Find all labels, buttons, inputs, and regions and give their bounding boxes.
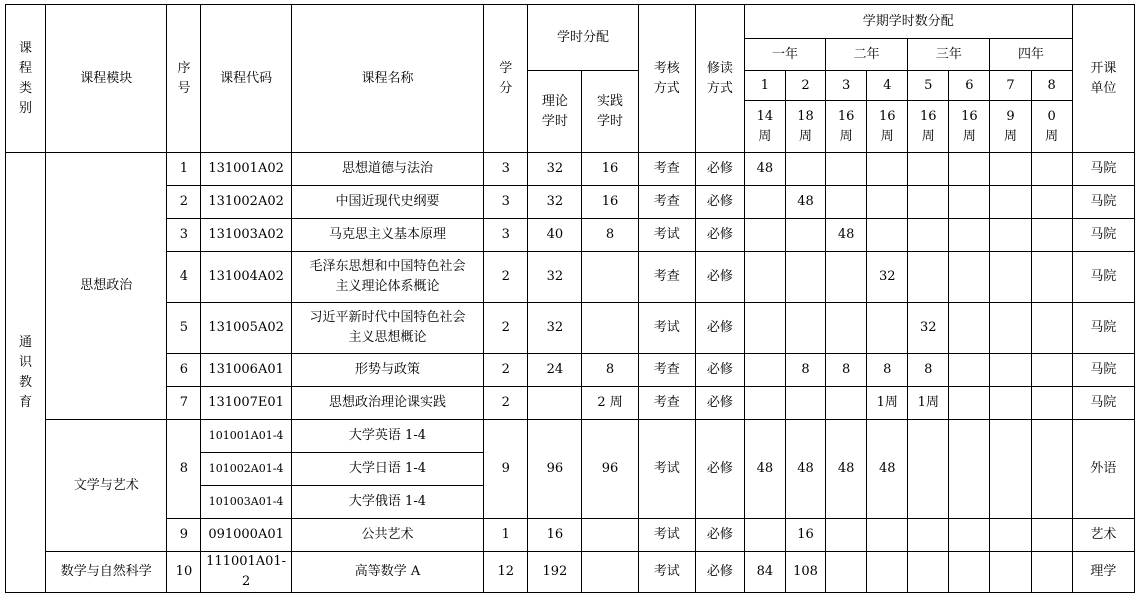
course-theory: 32 — [528, 186, 582, 219]
semester-hours — [785, 303, 825, 354]
semester-hours — [949, 420, 990, 519]
header-semester: 8 — [1031, 71, 1072, 101]
semester-hours — [949, 387, 990, 420]
table-row — [6, 354, 1135, 387]
course-mode: 必修 — [695, 252, 744, 303]
semester-hours — [826, 303, 867, 354]
course-seq: 6 — [167, 354, 201, 387]
semester-hours — [949, 552, 990, 593]
semester-hours — [908, 186, 949, 219]
course-assessment: 考试 — [638, 552, 695, 593]
semester-hours — [744, 219, 785, 252]
course-seq: 2 — [167, 186, 201, 219]
course-seq: 9 — [167, 519, 201, 552]
table-row — [6, 420, 1135, 453]
semester-hours: 48 — [744, 153, 785, 186]
semester-hours: 8 — [785, 354, 825, 387]
course-code: 131005A02 — [201, 303, 291, 354]
table-row — [6, 153, 1135, 186]
header-study-mode: 修读 方式 — [695, 5, 744, 153]
semester-hours — [826, 387, 867, 420]
semester-hours — [1031, 153, 1072, 186]
course-credits: 2 — [484, 354, 528, 387]
course-dept: 马院 — [1072, 153, 1134, 186]
course-dept: 外语 — [1072, 420, 1134, 519]
semester-hours — [1031, 252, 1072, 303]
header-dept: 开课 单位 — [1072, 5, 1134, 153]
course-practice: 16 — [582, 153, 638, 186]
semester-hours — [785, 153, 825, 186]
course-mode: 必修 — [695, 519, 744, 552]
semester-hours — [990, 354, 1031, 387]
semester-hours: 1周 — [867, 387, 908, 420]
course-name: 马克思主义基本原理 — [291, 219, 484, 252]
course-assessment: 考查 — [638, 186, 695, 219]
course-dept: 马院 — [1072, 303, 1134, 354]
semester-hours — [1031, 354, 1072, 387]
header-module: 课程模块 — [46, 5, 167, 153]
course-practice: 2 周 — [582, 387, 638, 420]
header-semester: 2 — [785, 71, 825, 101]
header-assessment: 考核 方式 — [638, 5, 695, 153]
table-row — [6, 252, 1135, 303]
course-name: 中国近现代史纲要 — [291, 186, 484, 219]
course-code: 131006A01 — [201, 354, 291, 387]
course-practice — [582, 552, 638, 593]
header-year: 三年 — [908, 39, 990, 71]
course-assessment: 考试 — [638, 420, 695, 519]
semester-hours — [1031, 186, 1072, 219]
course-credits: 2 — [484, 303, 528, 354]
course-assessment: 考试 — [638, 219, 695, 252]
course-name: 毛泽东思想和中国特色社会 主义理论体系概论 — [291, 252, 484, 303]
semester-hours: 48 — [744, 420, 785, 519]
semester-hours — [908, 420, 949, 519]
header-weeks: 18 周 — [785, 101, 825, 153]
semester-hours — [744, 303, 785, 354]
header-seq: 序 号 — [167, 5, 201, 153]
semester-hours: 1周 — [908, 387, 949, 420]
semester-hours: 8 — [867, 354, 908, 387]
course-theory: 40 — [528, 219, 582, 252]
semester-hours: 8 — [908, 354, 949, 387]
semester-hours — [867, 153, 908, 186]
semester-hours — [990, 153, 1031, 186]
header-year: 一年 — [744, 39, 825, 71]
course-assessment: 考查 — [638, 252, 695, 303]
course-credits: 2 — [484, 252, 528, 303]
semester-hours — [744, 252, 785, 303]
semester-hours — [1031, 420, 1072, 519]
course-dept: 马院 — [1072, 387, 1134, 420]
course-code: 101001A01-4 — [201, 420, 291, 453]
course-theory: 32 — [528, 303, 582, 354]
semester-hours: 16 — [785, 519, 825, 552]
course-dept: 艺术 — [1072, 519, 1134, 552]
course-credits: 9 — [484, 420, 528, 519]
header-semester: 5 — [908, 71, 949, 101]
course-credits: 12 — [484, 552, 528, 593]
semester-hours — [1031, 552, 1072, 593]
semester-hours — [1031, 387, 1072, 420]
semester-hours — [867, 219, 908, 252]
semester-hours — [744, 387, 785, 420]
table-row — [6, 519, 1135, 552]
course-seq: 10 — [167, 552, 201, 593]
course-theory: 96 — [528, 420, 582, 519]
semester-hours: 48 — [785, 420, 825, 519]
table-row — [6, 5, 1135, 39]
semester-hours — [826, 519, 867, 552]
course-credits: 3 — [484, 186, 528, 219]
header-weeks: 16 周 — [949, 101, 990, 153]
semester-hours — [949, 303, 990, 354]
semester-hours: 84 — [744, 552, 785, 593]
course-credits: 3 — [484, 153, 528, 186]
semester-hours — [785, 219, 825, 252]
table-row — [6, 219, 1135, 252]
course-code: 131004A02 — [201, 252, 291, 303]
header-name: 课程名称 — [291, 5, 484, 153]
course-code: 131001A02 — [201, 153, 291, 186]
semester-hours — [744, 519, 785, 552]
course-practice: 16 — [582, 186, 638, 219]
semester-hours — [990, 387, 1031, 420]
header-weeks: 16 周 — [826, 101, 867, 153]
course-name: 公共艺术 — [291, 519, 484, 552]
semester-hours — [990, 219, 1031, 252]
semester-hours: 48 — [826, 420, 867, 519]
course-name: 大学俄语 1-4 — [291, 486, 484, 519]
semester-hours — [1031, 219, 1072, 252]
curriculum-table — [5, 4, 1135, 593]
module-math: 数学与自然科学 — [46, 552, 167, 593]
course-code: 091000A01 — [201, 519, 291, 552]
table-row — [6, 387, 1135, 420]
course-mode: 必修 — [695, 387, 744, 420]
course-name: 高等数学 A — [291, 552, 484, 593]
course-seq: 5 — [167, 303, 201, 354]
header-category: 课 程 类 别 — [6, 5, 46, 153]
header-semester: 6 — [949, 71, 990, 101]
course-name: 习近平新时代中国特色社会 主义思想概论 — [291, 303, 484, 354]
semester-hours: 32 — [867, 252, 908, 303]
course-dept: 马院 — [1072, 252, 1134, 303]
semester-hours: 108 — [785, 552, 825, 593]
course-mode: 必修 — [695, 153, 744, 186]
semester-hours: 48 — [867, 420, 908, 519]
semester-hours — [867, 552, 908, 593]
course-mode: 必修 — [695, 552, 744, 593]
course-seq: 1 — [167, 153, 201, 186]
header-weeks: 9 周 — [990, 101, 1031, 153]
semester-hours — [785, 387, 825, 420]
course-dept: 马院 — [1072, 354, 1134, 387]
course-theory: 32 — [528, 153, 582, 186]
semester-hours — [990, 252, 1031, 303]
header-weeks: 16 周 — [867, 101, 908, 153]
course-theory — [528, 387, 582, 420]
course-name: 思想道德与法治 — [291, 153, 484, 186]
course-assessment: 考试 — [638, 519, 695, 552]
module-literature: 文学与艺术 — [46, 420, 167, 552]
course-practice — [582, 519, 638, 552]
semester-hours: 8 — [826, 354, 867, 387]
course-code: 111001A01-2 — [201, 552, 291, 593]
semester-hours — [744, 354, 785, 387]
course-seq: 8 — [167, 420, 201, 519]
course-assessment: 考查 — [638, 153, 695, 186]
semester-hours — [990, 303, 1031, 354]
course-name: 形势与政策 — [291, 354, 484, 387]
course-practice: 96 — [582, 420, 638, 519]
course-credits: 1 — [484, 519, 528, 552]
header-semester-alloc: 学期学时数分配 — [744, 5, 1072, 39]
course-assessment: 考查 — [638, 354, 695, 387]
semester-hours — [990, 519, 1031, 552]
category-general: 通 识 教 育 — [6, 153, 46, 593]
course-code: 101002A01-4 — [201, 453, 291, 486]
module-politics: 思想政治 — [46, 153, 167, 420]
semester-hours — [908, 252, 949, 303]
semester-hours — [949, 186, 990, 219]
course-theory: 24 — [528, 354, 582, 387]
semester-hours — [908, 153, 949, 186]
course-mode: 必修 — [695, 420, 744, 519]
course-seq: 7 — [167, 387, 201, 420]
semester-hours: 48 — [826, 219, 867, 252]
semester-hours: 32 — [908, 303, 949, 354]
course-code: 131002A02 — [201, 186, 291, 219]
course-mode: 必修 — [695, 219, 744, 252]
course-mode: 必修 — [695, 186, 744, 219]
header-weeks: 0 周 — [1031, 101, 1072, 153]
semester-hours — [990, 420, 1031, 519]
header-semester: 1 — [744, 71, 785, 101]
semester-hours — [826, 186, 867, 219]
course-mode: 必修 — [695, 354, 744, 387]
course-seq: 4 — [167, 252, 201, 303]
course-theory: 32 — [528, 252, 582, 303]
course-dept: 理学 — [1072, 552, 1134, 593]
course-credits: 3 — [484, 219, 528, 252]
semester-hours — [949, 219, 990, 252]
course-credits: 2 — [484, 387, 528, 420]
semester-hours — [867, 519, 908, 552]
semester-hours — [1031, 303, 1072, 354]
semester-hours — [785, 252, 825, 303]
semester-hours — [990, 186, 1031, 219]
course-practice: 8 — [582, 219, 638, 252]
course-name: 大学英语 1-4 — [291, 420, 484, 453]
course-dept: 马院 — [1072, 219, 1134, 252]
course-practice: 8 — [582, 354, 638, 387]
header-weeks: 16 周 — [908, 101, 949, 153]
header-year: 二年 — [826, 39, 908, 71]
header-practice: 实践 学时 — [582, 71, 638, 153]
semester-hours — [826, 153, 867, 186]
course-assessment: 考查 — [638, 387, 695, 420]
semester-hours — [826, 252, 867, 303]
semester-hours — [908, 219, 949, 252]
table-row — [6, 552, 1135, 593]
header-credits: 学 分 — [484, 5, 528, 153]
course-name: 思想政治理论课实践 — [291, 387, 484, 420]
course-dept: 马院 — [1072, 186, 1134, 219]
header-theory: 理论 学时 — [528, 71, 582, 153]
semester-hours — [826, 552, 867, 593]
semester-hours — [908, 519, 949, 552]
course-seq: 3 — [167, 219, 201, 252]
course-code: 131003A02 — [201, 219, 291, 252]
course-code: 101003A01-4 — [201, 486, 291, 519]
semester-hours — [908, 552, 949, 593]
semester-hours — [949, 153, 990, 186]
header-code: 课程代码 — [201, 5, 291, 153]
semester-hours — [867, 303, 908, 354]
table-row — [6, 186, 1135, 219]
course-assessment: 考试 — [638, 303, 695, 354]
header-semester: 3 — [826, 71, 867, 101]
table-row — [6, 303, 1135, 354]
header-hours-alloc: 学时分配 — [528, 5, 638, 71]
semester-hours — [744, 186, 785, 219]
semester-hours — [949, 354, 990, 387]
course-theory: 16 — [528, 519, 582, 552]
semester-hours — [949, 519, 990, 552]
header-semester: 4 — [867, 71, 908, 101]
semester-hours: 48 — [785, 186, 825, 219]
semester-hours — [867, 186, 908, 219]
course-practice — [582, 303, 638, 354]
course-theory: 192 — [528, 552, 582, 593]
header-year: 四年 — [990, 39, 1072, 71]
header-semester: 7 — [990, 71, 1031, 101]
course-name: 大学日语 1-4 — [291, 453, 484, 486]
course-code: 131007E01 — [201, 387, 291, 420]
semester-hours — [949, 252, 990, 303]
semester-hours — [1031, 519, 1072, 552]
header-weeks: 14 周 — [744, 101, 785, 153]
course-practice — [582, 252, 638, 303]
semester-hours — [990, 552, 1031, 593]
course-mode: 必修 — [695, 303, 744, 354]
